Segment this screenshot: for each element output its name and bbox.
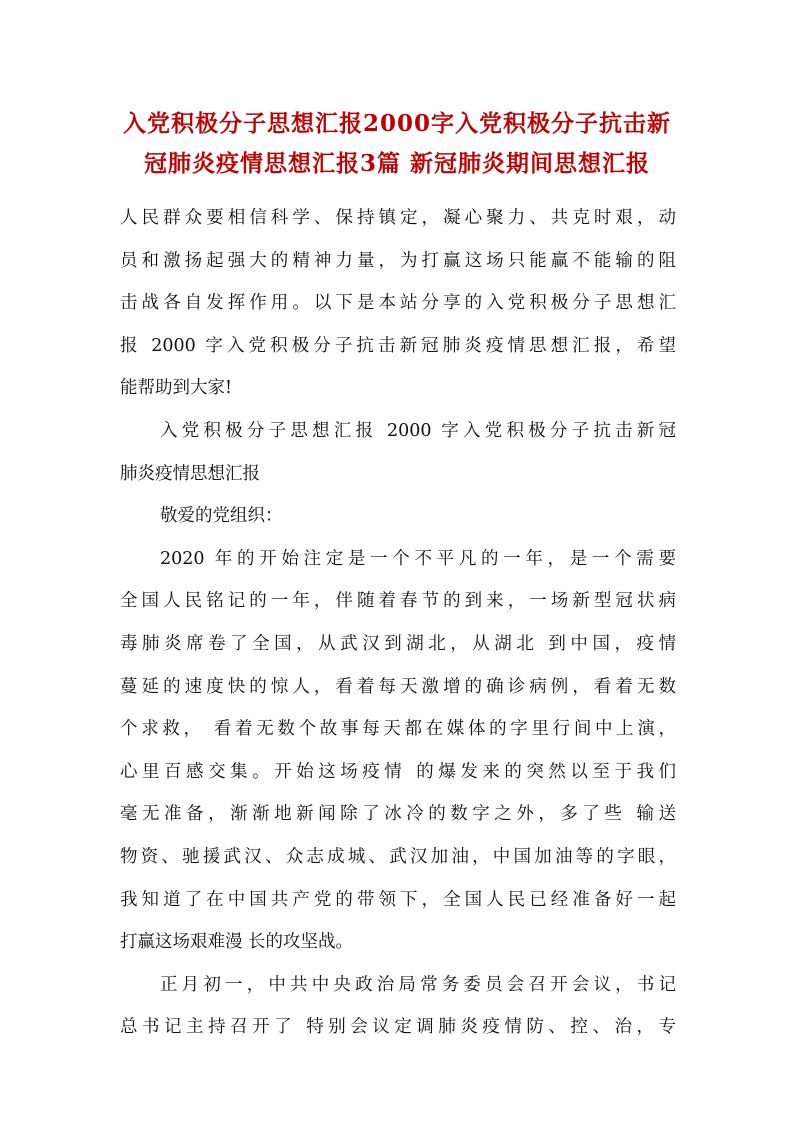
body-line: 正月初一，中共中央政治局常务委员会召开会议，书记 bbox=[160, 974, 676, 995]
body-line: 心里百感交集。开始这场疫情 的爆发来的突然以至于我们 bbox=[120, 761, 676, 782]
body-line: 能帮助到大家! bbox=[120, 378, 233, 399]
title-line: 冠肺炎疫情思想汇报3篇 新冠肺炎期间思想汇报 bbox=[143, 150, 650, 177]
body-line: 肺炎疫情思想汇报 bbox=[120, 463, 260, 484]
document-body bbox=[120, 197, 676, 1049]
document-title bbox=[100, 104, 694, 184]
body-line: 毫无准备，渐渐地新闻除了冰冷的数字之外，多了些 输送 bbox=[120, 804, 676, 825]
body-line: 全国人民铭记的一年，伴随着春节的到来，一场新型冠状病 bbox=[120, 591, 676, 612]
title-line: 入党积极分子思想汇报2000字入党积极分子抗击新 bbox=[122, 110, 671, 137]
body-line: 蔓延的速度快的惊人，看着每天激增的确诊病例，看着无数 bbox=[120, 676, 676, 697]
body-line: 2020 年的开始注定是一个不平凡的一年，是一个需要 bbox=[160, 548, 676, 569]
body-line: 员和激扬起强大的精神力量，为打赢这场只能赢不能输的阻 bbox=[120, 250, 676, 271]
body-line: 物资、驰援武汉、众志成城、武汉加油，中国加油等的字眼， bbox=[120, 846, 676, 867]
body-line: 人民群众要相信科学、保持镇定，凝心聚力、共克时艰，动 bbox=[120, 208, 676, 228]
body-line: 击战各自发挥作用。以下是本站分享的入党积极分子思想汇 bbox=[120, 293, 676, 314]
body-line: 打赢这场艰难漫 长的攻坚战。 bbox=[120, 932, 354, 953]
body-line: 总书记主持召开了 特别会议定调肺炎疫情防、控、治，专 bbox=[120, 1017, 676, 1038]
body-line: 毒肺炎席卷了全国，从武汉到湖北，从湖北 到中国，疫情 bbox=[120, 633, 676, 654]
body-line: 入党积极分子思想汇报 2000 字入党积极分子抗击新冠 bbox=[160, 420, 676, 441]
body-line: 报 2000 字入党积极分子抗击新冠肺炎疫情思想汇报，希望 bbox=[120, 335, 676, 356]
body-line: 我知道了在中国共产党的带领下，全国人民已经准备好一起 bbox=[120, 889, 676, 910]
salutation: 敬爱的党组织： bbox=[160, 506, 283, 527]
body-line: 个求救， 看着无数个故事每天都在媒体的字里行间中上演， bbox=[120, 719, 676, 740]
